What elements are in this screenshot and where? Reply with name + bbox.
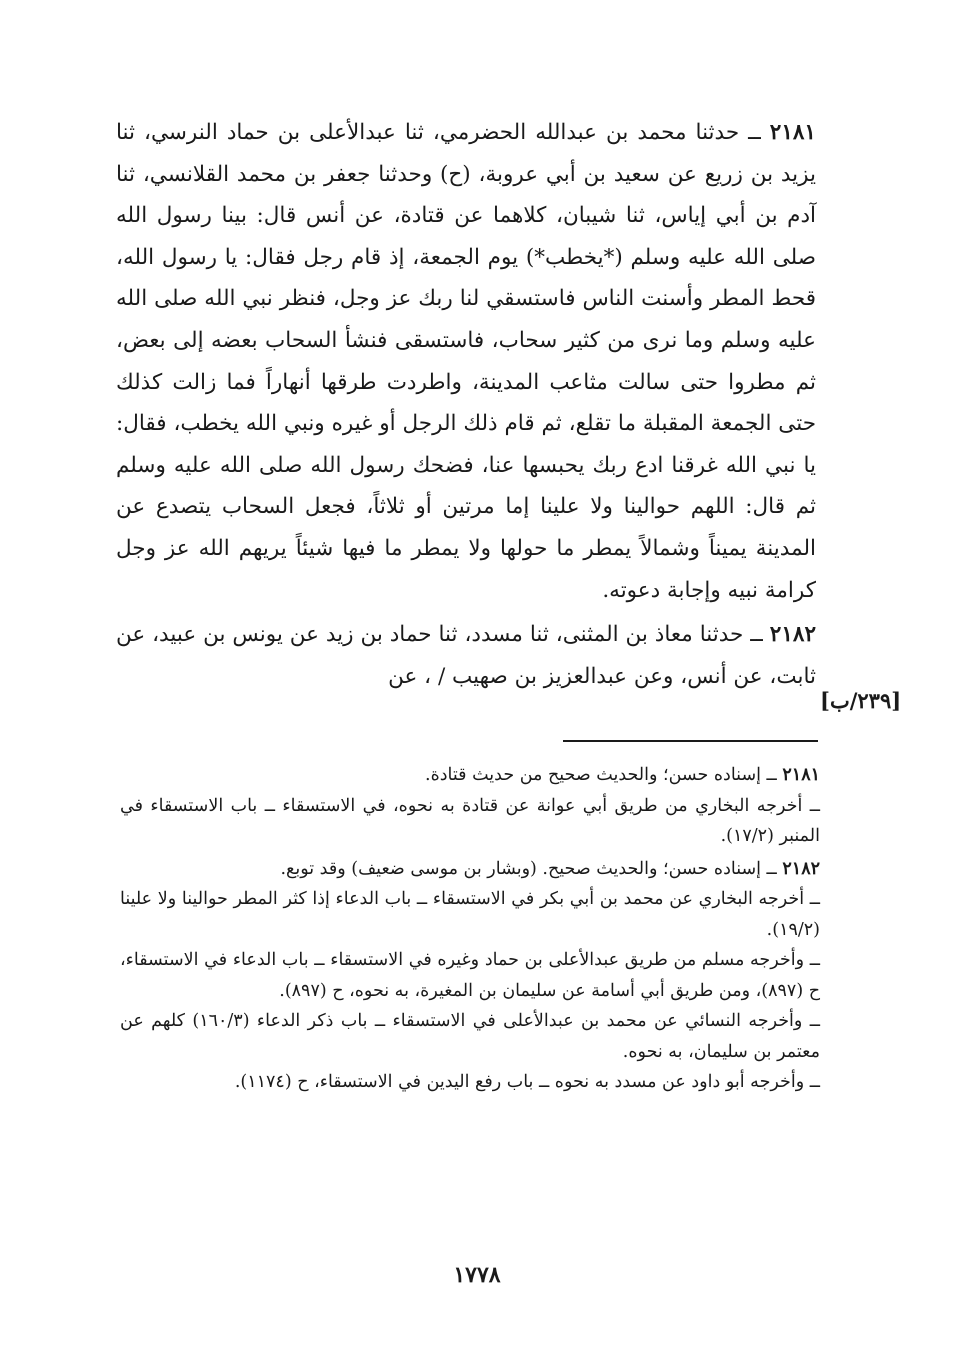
- manuscript-folio-reference: [٢٣٩/ب]: [820, 688, 902, 713]
- footnote-2182: [120, 854, 820, 1098]
- footnote-line: ــ أخرجه البخاري من طريق أبي عوانة عن قتادة به نحوه، في الاستسقاء ــ باب الاستسقاء في المنبر (١٧/٢).: [120, 795, 820, 846]
- main-text: [116, 112, 816, 700]
- footnote-line: [120, 854, 820, 885]
- footnote-separator: [563, 740, 818, 742]
- hadith-number: ٢١٨١: [769, 120, 816, 145]
- footnotes: [120, 760, 820, 1100]
- footnote-text: ــ إسناده حسن؛ والحديث صحيح من حديث قتادة.: [425, 765, 777, 785]
- footnote-text: ــ إسناده حسن؛ والحديث صحيح. (وبشار بن موسى ضعيف) وقد توبع.: [280, 858, 777, 879]
- hadith-number: ٢١٨٢: [769, 622, 816, 648]
- hadith-2181: [116, 112, 816, 611]
- hadith-2182: [116, 614, 816, 697]
- footnote-line: [120, 760, 820, 791]
- hadith-text: ــ حدثنا محمد بن عبدالله الحضرمي، ثنا عبدالأعلى بن حماد النرسي، ثنا يزيد بن زريع عن سعيد بن أبي عروبة، (ح) وحدثنا جعفر بن محمد القلانسي، ثنا آدم بن أبي إياس، ثنا شيبان، كلاهما عن قتادة، عن أنس قال: بينا رسول الله صلى الله عليه وسلم (*يخطب*) يوم الجمعة، إذ قام رجل فقال: يا رسول الله، قحط المطر وأسنت الناس فاستسقي لنا ربك عز وجل، فنظر نبي الله صلى الله عليه وسلم وما نرى من كثير سحاب، فاستسقى فنشأ السحاب بعضه إلى بعض، ثم مطروا حتى سالت مثاعب المدينة، واطردت طرقها أنهاراً فما زالت كذلك حتى الجمعة المقبلة ما تقلع، ثم قام ذلك الرجل أو غيره ونبي الله يخطب، فقال: يا نبي الله غرقنا ادع ربك يحبسها عنا، فضحك رسول الله صلى الله عليه وسلم ثم قال: اللهم حوالينا ولا علينا إما مرتين أو ثلاثاً، فجعل السحاب يتصدع عن المدينة يميناً وشمالاً يمطر ما حولها ولا يمطر ما فيها شيئاً يريهم الله عز وجل كرامة نبيه وإجابة دعوته.: [116, 120, 816, 603]
- footnote-line: ــ وأخرجه أبو داود عن مسدد به نحوه ــ باب رفع اليدين في الاستسقاء، ح (١١٧٤).: [234, 1072, 820, 1092]
- footnote-number: ٢١٨٢: [782, 858, 820, 879]
- page-number: ١٧٧٨: [453, 1262, 501, 1288]
- hadith-text: ــ حدثنا معاذ بن المثنى، ثنا مسدد، ثنا حماد بن زيد عن يونس بن عبيد، عن ثابت، عن أنس، وعن عبدالعزيز بن صهيب / ، عن: [116, 622, 816, 689]
- footnote-line: ــ أخرجه البخاري عن محمد بن أبي بكر في الاستسقاء ــ باب الدعاء إذا كثر المطر حوالينا ولا علينا (١٩/٢).: [120, 889, 820, 940]
- footnote-line: ــ وأخرجه مسلم من طريق عبدالأعلى بن حماد وغيره في الاستسقاء ــ باب الدعاء في الاستسقاء، ح (٨٩٧)، ومن طريق أبي أسامة عن سليمان بن المغيرة، به نحوه، ح (٨٩٧).: [120, 950, 820, 1001]
- footnote-2181: [120, 760, 820, 852]
- footnote-line: ــ وأخرجه النسائي عن محمد بن عبدالأعلى في الاستسقاء ــ باب ذكر الدعاء (١٦٠/٣) كلهم عن معتمر بن سليمان، به نحوه.: [120, 1011, 820, 1062]
- footnote-number: ٢١٨١: [782, 765, 820, 785]
